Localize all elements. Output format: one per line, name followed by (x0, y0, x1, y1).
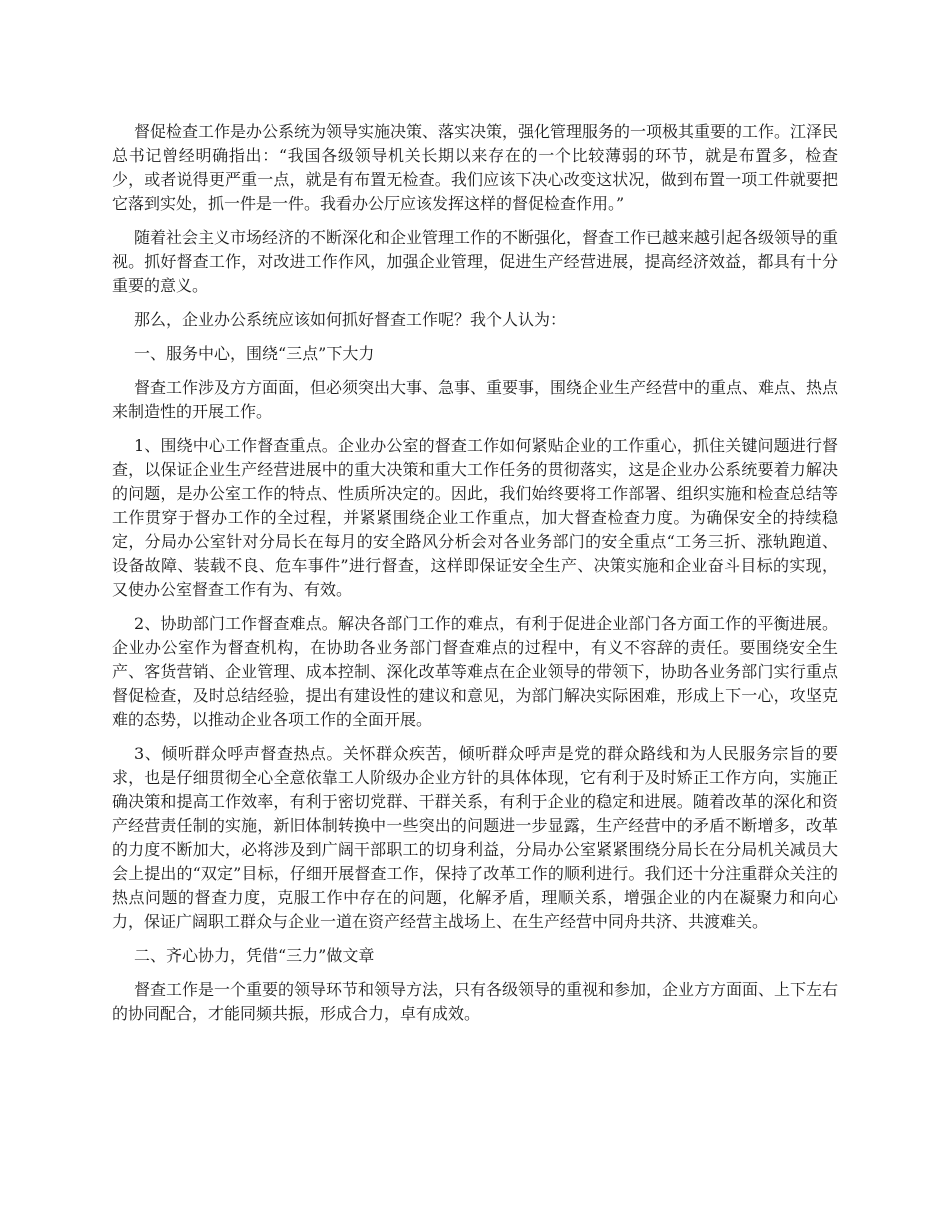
document-body (112, 120, 838, 1036)
section-heading-1: 一、服务中心，围绕“三点”下大力 (134, 344, 375, 363)
paragraph-section1-intro: 督查工作涉及方方面面，但必须突出大事、急事、重要事，围绕企业生产经营中的重点、难点、热点来制造性的开展工作。 (112, 378, 839, 421)
paragraph-question: 那么，企业办公系统应该如何抓好督查工作呢？我个人认为： (134, 310, 567, 329)
paragraph-background: 随着社会主义市场经济的不断深化和企业管理工作的不断强化，督查工作已越来越引起各级领导的重视。抓好督查工作，对改进工作作风，加强企业管理，促进生产经营进展，提高经济效益，都具有十分重要的意义。 (112, 228, 839, 295)
paragraph-point-1: 1、围绕中心工作督查重点。企业办公室的督查工作如何紧贴企业的工作重心，抓住关键问题进行督查，以保证企业生产经营进展中的重大决策和重大工作任务的贯彻落实，这是企业办公系统要着力解决的问题，是办公室工作的特点、性质所决定的。因此，我们始终要将工作部署、组织实施和检查总结等工作贯穿于督办工作的全过程，并紧紧围绕企业工作重点，加大督查检查力度。为确保安全的持续稳定，分局办公室针对分局长在每月的安全路风分析会对各业务部门的安全重点“工务三折、涨轨跑道、设备故障、装载不良、危车事件”进行督查，这样即保证安全生产、决策实施和企业奋斗目标的实现，又使办公室督查工作有为、有效。 (112, 436, 838, 599)
paragraph-section2-intro: 督查工作是一个重要的领导环节和领导方法，只有各级领导的重视和参加，企业方方面面、上下左右的协同配合，才能同频共振，形成合力，卓有成效。 (112, 980, 839, 1023)
section-heading-2: 二、齐心协力，凭借“三力”做文章 (134, 946, 375, 965)
paragraph-point-3: 3、倾听群众呼声督查热点。关怀群众疾苦，倾听群众呼声是党的群众路线和为人民服务宗旨的要求，也是仔细贯彻全心全意依靠工人阶级办企业方针的具体体现，它有利于及时矫正工作方向，实施正确决策和提高工作效率，有利于密切党群、干群关系，有利于企业的稳定和进展。随着改革的深化和资产经营责任制的实施，新旧体制转换中一些突出的问题进一步显露，生产经营中的矛盾不断增多，改革的力度不断加大，必将涉及到广阔干部职工的切身利益，分局办公室紧紧围绕分局长在分局机关减员大会上提出的“双定”目标，仔细开展督查工作，保持了改革工作的顺利进行。我们还十分注重群众关注的热点问题的督查力度，克服工作中存在的问题，化解矛盾，理顺关系，增强企业的内在凝聚力和向心力，保证广阔职工群众与企业一道在资产经营主战场上、在生产经营中同舟共济、共渡难关。 (112, 744, 838, 931)
paragraph-point-2: 2、协助部门工作督查难点。解决各部门工作的难点，有利于促进企业部门各方面工作的平衡进展。企业办公室作为督查机构，在协助各业务部门督查难点的过程中，有义不容辞的责任。要围绕安全生产、客货营销、企业管理、成本控制、深化改革等难点在企业领导的带领下，协助各业务部门实行重点督促检查，及时总结经验，提出有建设性的建议和意见，为部门解决实际困难，形成上下一心，攻坚克难的态势，以推动企业各项工作的全面开展。 (112, 614, 838, 729)
paragraph-intro: 督促检查工作是办公系统为领导实施决策、落实决策，强化管理服务的一项极其重要的工作。江泽民总书记曾经明确指出：“我国各级领导机关长期以来存在的一个比较薄弱的环节，就是布置多，检查少，或者说得更严重一点，就是有布置无检查。我们应该下决心改变这状况，做到布置一项工件就要把它落到实处，抓一件是一件。我看办公厅应该发挥这样的督促检查作用。” (112, 122, 839, 213)
